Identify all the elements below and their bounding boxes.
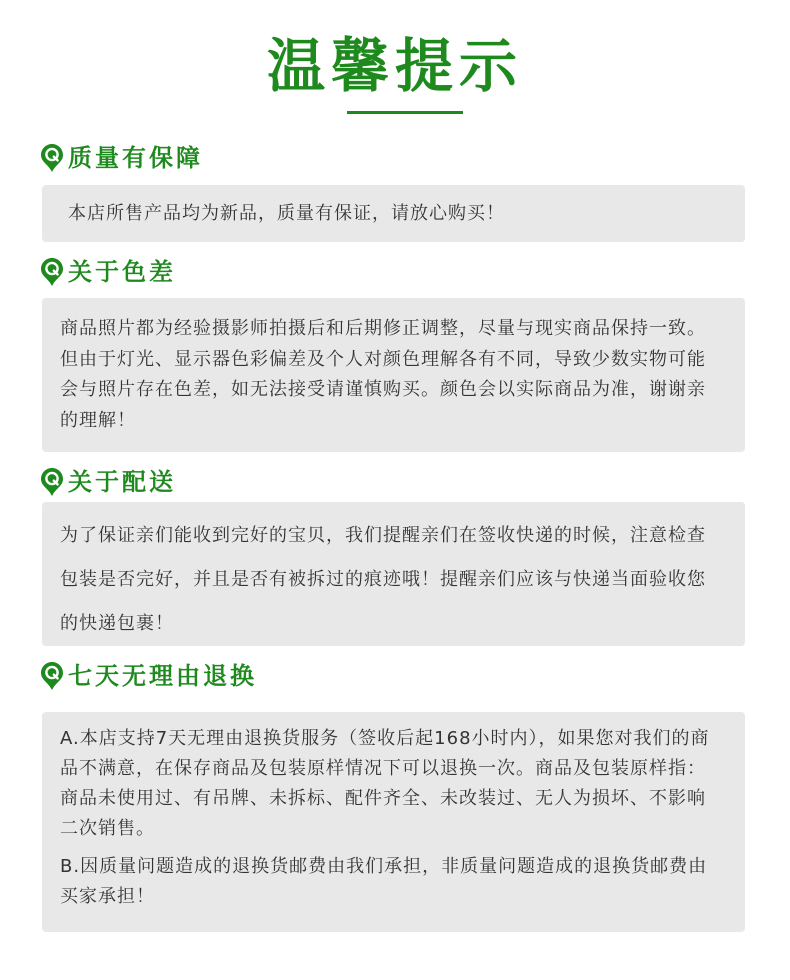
section-heading-quality (40, 141, 203, 175)
section-heading-text: 七天无理由退换 (68, 662, 257, 690)
section-heading-text: 质量有保障 (68, 144, 203, 172)
section-heading-text: 关于配送 (68, 468, 176, 496)
section-heading-color (40, 255, 176, 289)
q-pin-icon (40, 661, 64, 691)
section-paragraph: 本店所售产品均为新品，质量有保证，请放心购买！ (68, 203, 505, 224)
section-content-quality (42, 185, 745, 242)
section-heading-delivery (40, 465, 176, 499)
section-content-delivery (42, 502, 745, 646)
section-content-color (42, 298, 745, 452)
q-pin-icon (40, 467, 64, 497)
section-paragraph: A.本店支持7天无理由退换货服务（签收后起168小时内），如果您对我们的商品不满意，在保存商品及包装原样情况下可以退换一次。商品及包装原样指：商品未使用过、有吊牌、未拆标、配件齐全、未改装过、无人为损坏、不影响二次销售。 (60, 728, 710, 839)
section-paragraph: 商品照片都为经验摄影师拍摄后和后期修正调整，尽量与现实商品保持一致。但由于灯光、显示器色彩偏差及个人对颜色理解各有不同，导致少数实物可能会与照片存在色差，如无法接受请谨慎购买。颜色会以实际商品为准，谢谢亲的理解！ (60, 318, 706, 431)
section-content-returns (42, 712, 745, 932)
section-paragraph: B.因质量问题造成的退换货邮费由我们承担，非质量问题造成的退换货邮费由买家承担！ (60, 856, 708, 907)
q-pin-icon (40, 257, 64, 287)
section-paragraph: 为了保证亲们能收到完好的宝贝，我们提醒亲们在签收快递的时候，注意检查包装是否完好，并且是否有被拆过的痕迹哦！提醒亲们应该与快递当面验收您的快递包裹！ (60, 525, 706, 634)
title-underline (347, 111, 463, 114)
section-heading-returns (40, 659, 257, 693)
section-heading-text: 关于色差 (68, 258, 176, 286)
q-pin-icon (40, 143, 64, 173)
page-title: 温馨提示 (266, 32, 523, 100)
